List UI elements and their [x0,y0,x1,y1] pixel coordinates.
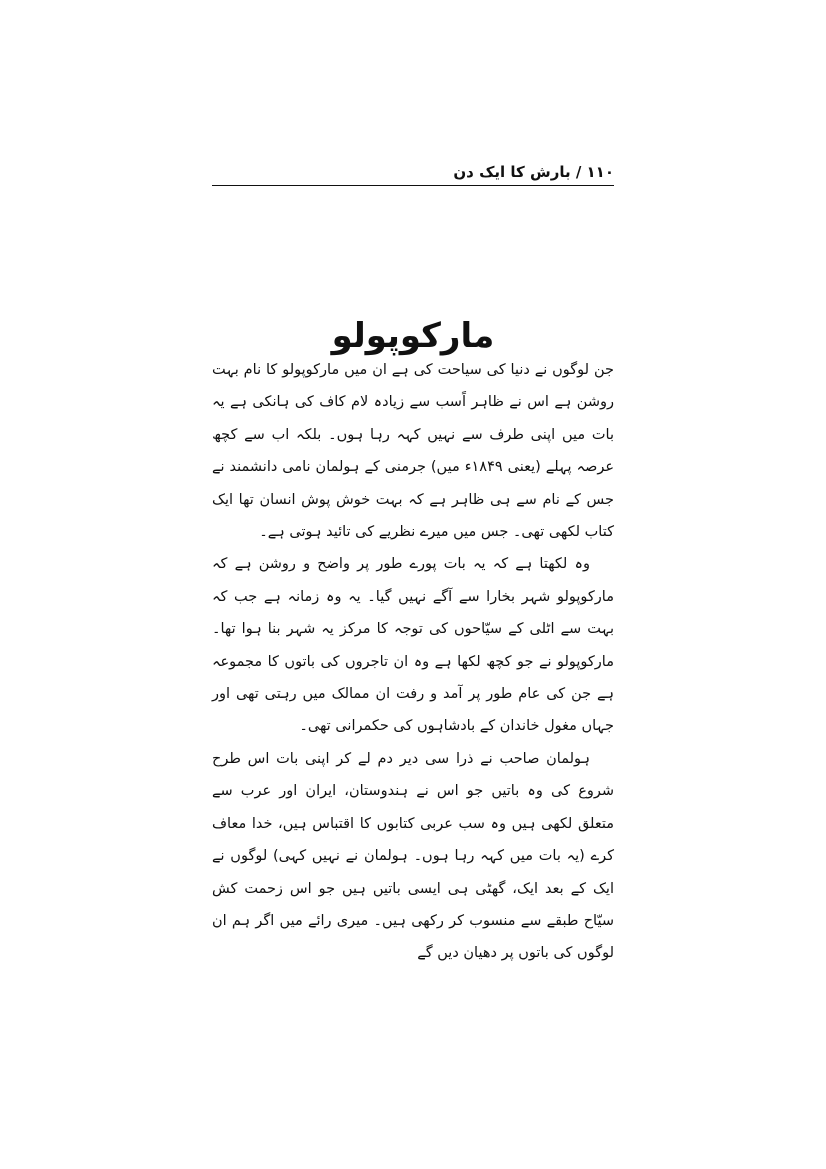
paragraph-1: جن لوگوں نے دنیا کی سیاحت کی ہے ان میں مارکوپولو کا نام بہت روشن ہے اس نے ظاہر اًسب سے زیادہ لام کاف کی ہانکی ہے یہ بات میں اپنی طرف سے نہیں کہہ رہا ہوں۔ بلکہ اب سے کچھ عرصہ پہلے (یعنی ۱۸۴۹ء میں) جرمنی کے ہولمان نامی دانشمند نے جس کے نام سے ہی ظاہر ہے کہ بہت خوش پوش انسان تھا ایک کتاب لکھی تھی۔ جس میں میرے نظریے کی تائید ہوتی ہے۔ [212,362,615,541]
body-text [212,354,614,970]
paragraph-3: ہولمان صاحب نے ذرا سی دیر دم لے کر اپنی بات اس طرح شروع کی وہ باتیں جو اس نے ہندوستان، ایران اور عرب سے متعلق لکھی ہیں وہ سب عربی کتابوں کا اقتباس ہیں، خدا معاف کرے (یہ بات میں کہہ رہا ہوں۔ ہولمان نے نہیں کہی) لوگوں نے ایک کے بعد ایک، گھٹی ہی ایسی باتیں ہیں جو اس زحمت کش سیّاح طبقے سے منسوب کر رکھی ہیں۔ میری رائے میں اگر ہم ان لوگوں کی باتوں پر دھیان دیں گے [212,750,614,962]
running-header: ۱۱۰ / بارش کا ایک دن [453,163,614,181]
paragraph-2: وہ لکھتا ہے کہ یہ بات پورے طور پر واضح و روشن ہے کہ مارکوپولو شہر بخارا سے آگے نہیں گیا۔ یہ وہ زمانہ ہے جب کہ بہت سے اٹلی کے سیّاحوں کی توجہ کا مرکز یہ شہر بنا ہوا تھا۔ مارکوپولو نے جو کچھ لکھا ہے وہ ان تاجروں کی باتوں کا مجموعہ ہے جن کی عام طور پر آمد و رفت ان ممالک میں رہتی تھی اور جہاں مغول خاندان کے بادشاہوں کی حکمرانی تھی۔ [212,556,614,735]
header-divider [212,185,614,186]
chapter-title: مارکوپولو [331,315,495,356]
